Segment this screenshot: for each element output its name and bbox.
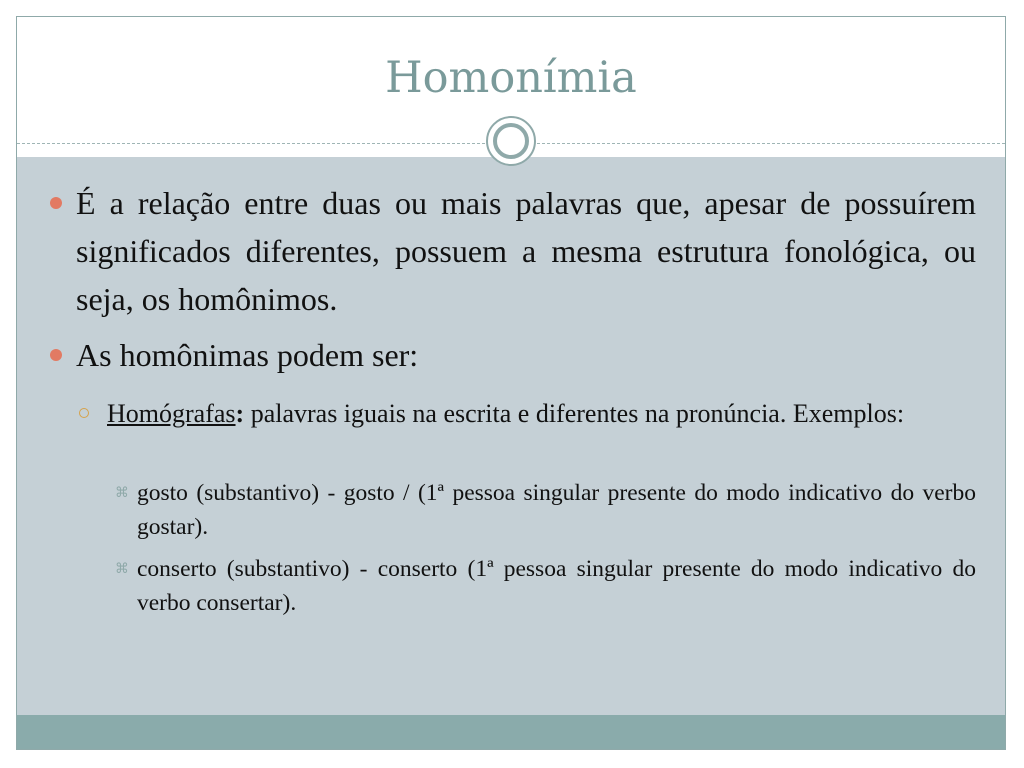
slide-body: [17, 157, 1005, 715]
hollow-circle-bullet-icon: [79, 408, 89, 418]
x-mark-icon: ⌘: [115, 561, 129, 577]
bullet-text: As homônimas podem ser:: [76, 337, 419, 373]
bullet-text: É a relação entre duas ou mais palavras que, apesar de possuírem significados diferentes, possuem a mesma estrutura fonológica, ou seja, os homônimos.: [76, 185, 976, 317]
title-ring-ornament: [486, 116, 536, 166]
example-text: gosto (substantivo) - gosto / (1ª pessoa singular presente do modo indicativo do verbo gostar).: [137, 480, 976, 540]
bullet-item-types: [76, 331, 976, 379]
footer-bar: [17, 715, 1005, 750]
example-text: conserto (substantivo) - conserto (1ª pessoa singular presente do modo indicativo do verbo consertar).: [137, 556, 976, 616]
content-area: [17, 157, 1005, 715]
bullet-dot-icon: [50, 197, 62, 209]
bullet-item-definition: [76, 179, 976, 323]
term-homografas: Homógrafas: [107, 399, 236, 428]
slide-title: Homonímia: [385, 53, 637, 103]
x-mark-icon: ⌘: [115, 485, 129, 501]
bullet-dot-icon: [50, 349, 62, 361]
example-item-conserto: [115, 552, 976, 620]
sub-bullet-homografas: [107, 396, 976, 432]
example-item-gosto: [115, 476, 976, 544]
slide-frame: [16, 16, 1006, 750]
term-colon: :: [235, 399, 245, 428]
sub-bullet-text: palavras iguais na escrita e diferentes na pronúncia. Exemplos:: [244, 399, 905, 428]
ring-inner: [493, 123, 529, 159]
